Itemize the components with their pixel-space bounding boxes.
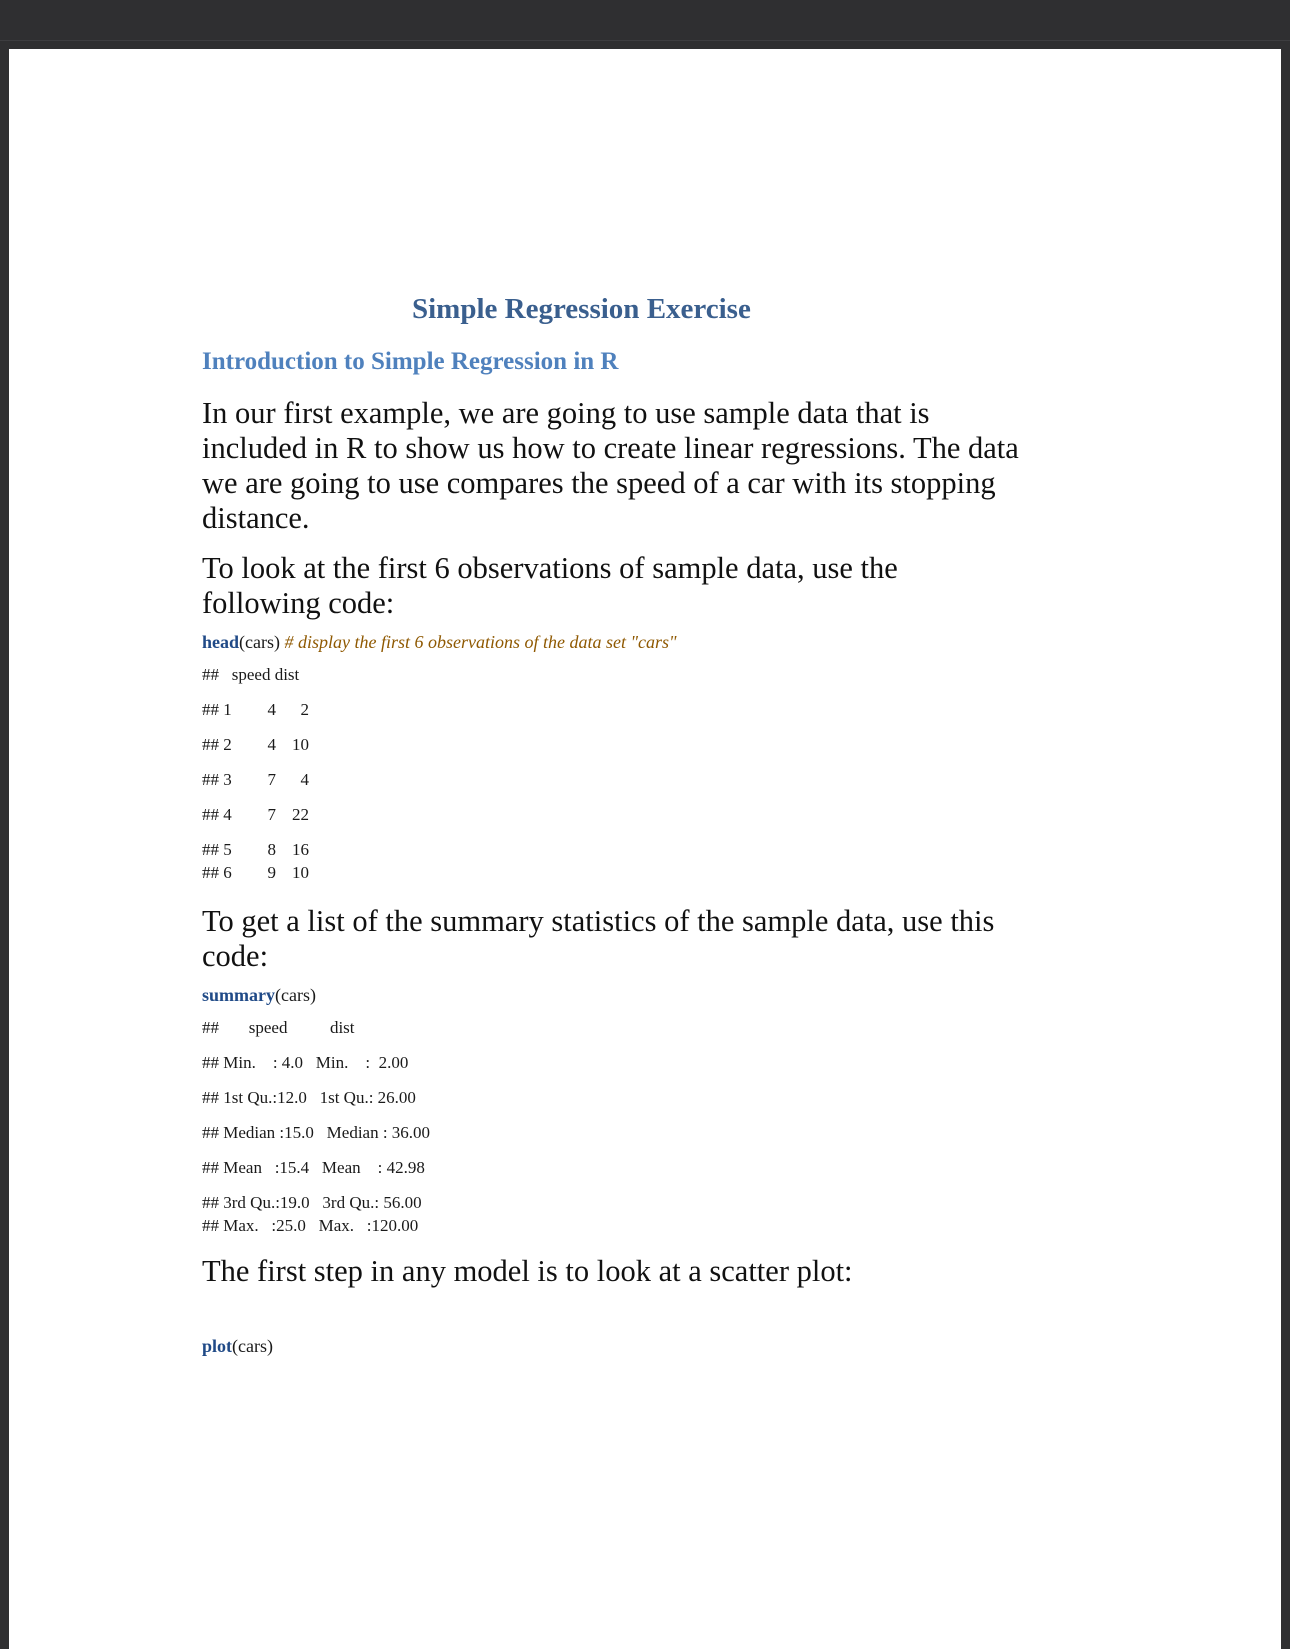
row-dist: 4 xyxy=(300,770,309,789)
row-label: ## 5 xyxy=(202,840,232,859)
summary-output-line: ## Min. : 4.0 Min. : 2.00 xyxy=(202,1053,409,1072)
section-heading: Introduction to Simple Regression in R xyxy=(202,348,619,375)
row-dist: 10 xyxy=(292,863,309,882)
row-dist: 16 xyxy=(292,840,309,859)
head-output-row xyxy=(202,735,309,755)
row-speed: 7 xyxy=(267,770,276,789)
summary-output-line: ## 1st Qu.:12.0 1st Qu.: 26.00 xyxy=(202,1088,416,1107)
head-intro-paragraph: To look at the first 6 observations of sample data, use the following code: xyxy=(202,551,898,620)
summary-output-line: ## Max. :25.0 Max. :120.00 xyxy=(202,1216,419,1235)
row-speed: 8 xyxy=(267,840,276,859)
row-speed: 4 xyxy=(267,735,276,754)
summary-output-line: ## 3rd Qu.:19.0 3rd Qu.: 56.00 xyxy=(202,1193,422,1212)
document-title: Simple Regression Exercise xyxy=(412,293,751,325)
row-speed: 7 xyxy=(267,805,276,824)
summary-output-line: ## Median :15.0 Median : 36.00 xyxy=(202,1123,431,1142)
row-dist: 10 xyxy=(292,735,309,754)
row-label: ## 1 xyxy=(202,700,232,719)
head-output-row xyxy=(202,863,309,883)
row-speed: 9 xyxy=(267,863,276,882)
row-label: ## 2 xyxy=(202,735,232,754)
document-page xyxy=(9,49,1281,1649)
intro-paragraph: In our first example, we are going to use sample data that is included in R to show us how to create linear regressions. The data we are going to use compares the speed of a car with its stopping distance. xyxy=(202,396,1019,535)
code-plot xyxy=(202,1336,273,1357)
head-output-header: ## speed dist xyxy=(202,665,300,684)
summary-output-line: ## Mean :15.4 Mean : 42.98 xyxy=(202,1158,425,1177)
code-args: (cars) xyxy=(239,632,280,652)
code-summary xyxy=(202,985,316,1006)
viewer-top-bar xyxy=(0,0,1290,41)
row-dist: 2 xyxy=(300,700,309,719)
head-output-row xyxy=(202,805,309,825)
head-output-row xyxy=(202,700,309,720)
summary-intro-paragraph: To get a list of the summary statistics of the sample data, use this code: xyxy=(202,904,995,973)
code-function: head xyxy=(202,632,240,652)
row-label: ## 4 xyxy=(202,805,232,824)
plot-intro-paragraph: The first step in any model is to look at a scatter plot: xyxy=(202,1254,853,1288)
code-head xyxy=(202,632,677,653)
row-label: ## 6 xyxy=(202,863,232,882)
code-args: (cars) xyxy=(275,985,316,1005)
row-dist: 22 xyxy=(292,805,309,824)
head-output-row xyxy=(202,770,309,790)
code-args: (cars) xyxy=(232,1336,273,1356)
summary-output-line: ## speed dist xyxy=(202,1018,355,1037)
code-function: plot xyxy=(202,1336,233,1356)
code-comment: # display the first 6 observations of the data set "cars" xyxy=(279,632,677,652)
row-label: ## 3 xyxy=(202,770,232,789)
row-speed: 4 xyxy=(267,700,276,719)
head-output-row xyxy=(202,840,309,860)
code-function: summary xyxy=(202,985,275,1005)
